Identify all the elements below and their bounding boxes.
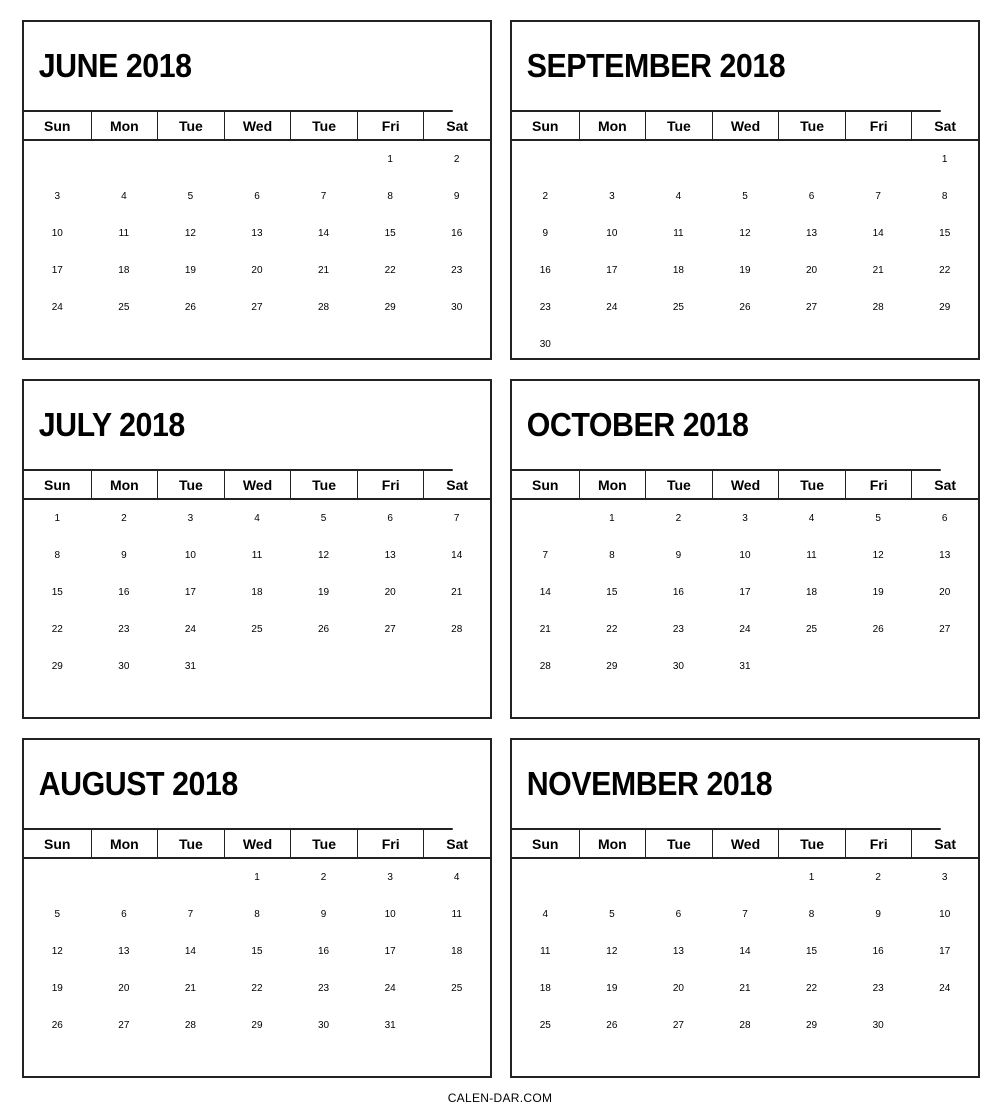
weekday-label: Tue xyxy=(645,471,712,498)
day-cell: 7 xyxy=(453,513,460,524)
weekday-label: Fri xyxy=(357,471,424,498)
day-cell: 4 xyxy=(808,513,815,524)
day-cell: 11 xyxy=(118,228,130,239)
day-cell: 6 xyxy=(387,513,393,524)
day-cell: 22 xyxy=(939,265,951,276)
day-cell: 10 xyxy=(739,550,751,561)
day-cell: 24 xyxy=(384,983,396,994)
day-cell: 11 xyxy=(251,550,263,561)
weekday-label: Sun xyxy=(532,835,559,852)
day-cell: 23 xyxy=(451,265,463,276)
weekday-label: Tue xyxy=(157,830,224,857)
day-cell: 11 xyxy=(540,946,551,957)
day-cell: 5 xyxy=(742,191,748,202)
day-cell: 9 xyxy=(542,228,549,239)
day-cell: 18 xyxy=(672,265,684,276)
day-cell: 29 xyxy=(51,661,63,672)
weekday-label: Wed xyxy=(224,471,291,498)
weekday-label: Mon xyxy=(91,471,158,498)
day-cell: 26 xyxy=(184,302,196,313)
calendar-november-2018 xyxy=(510,738,980,1078)
day-cell: 11 xyxy=(806,550,817,561)
empty-day-cell xyxy=(579,154,646,191)
day-cell: 20 xyxy=(251,265,263,276)
weekday-label: Mon xyxy=(91,112,158,139)
day-cell: 28 xyxy=(318,302,330,313)
day-cell: 20 xyxy=(672,983,684,994)
day-cell: 22 xyxy=(806,983,818,994)
empty-day-cell xyxy=(91,154,158,191)
weekday-header xyxy=(512,112,978,141)
day-cell: 24 xyxy=(51,302,63,313)
day-cell: 25 xyxy=(806,624,818,635)
day-cell: 25 xyxy=(451,983,463,994)
weekday-label: Fri xyxy=(357,830,424,857)
weekday-label: Tue xyxy=(157,112,224,139)
empty-day-cell xyxy=(645,154,712,191)
empty-day-cell xyxy=(224,154,291,191)
day-cell: 26 xyxy=(606,1020,618,1031)
day-cell: 15 xyxy=(806,946,818,957)
day-cell: 8 xyxy=(609,550,615,561)
day-cell: 12 xyxy=(739,228,751,239)
day-cell: 22 xyxy=(384,265,396,276)
day-cell: 20 xyxy=(939,587,951,598)
day-cell: 15 xyxy=(51,587,63,598)
empty-day-cell xyxy=(512,872,579,909)
day-cell: 13 xyxy=(118,946,130,957)
day-cell: 10 xyxy=(606,228,618,239)
empty-day-cell xyxy=(157,154,224,191)
day-cell: 9 xyxy=(675,550,682,561)
weekday-label: Fri xyxy=(845,471,912,498)
month-title: NOVEMBER 2018 xyxy=(512,740,941,830)
day-cell: 17 xyxy=(384,946,396,957)
day-cell: 31 xyxy=(384,1020,396,1031)
day-cell: 18 xyxy=(451,946,463,957)
day-cell: 6 xyxy=(808,191,815,202)
day-cell: 1 xyxy=(808,872,815,883)
day-cell: 21 xyxy=(739,983,751,994)
day-cell: 5 xyxy=(320,513,327,524)
day-cell: 7 xyxy=(542,550,549,561)
day-cell: 20 xyxy=(118,983,130,994)
calendar-june-2018 xyxy=(22,20,492,360)
weekday-label: Sun xyxy=(44,835,71,852)
day-cell: 16 xyxy=(318,946,330,957)
day-cell: 17 xyxy=(606,265,618,276)
day-cell: 15 xyxy=(939,228,951,239)
day-cell: 27 xyxy=(384,624,396,635)
weekday-label: Wed xyxy=(712,830,779,857)
day-cell: 28 xyxy=(539,661,551,672)
day-cell: 10 xyxy=(939,909,951,920)
day-cell: 15 xyxy=(606,587,618,598)
day-cell: 9 xyxy=(121,550,127,561)
weekday-header xyxy=(24,112,490,141)
day-cell: 14 xyxy=(739,946,751,957)
day-cell: 23 xyxy=(539,302,551,313)
day-cell: 27 xyxy=(939,624,951,635)
day-cell: 5 xyxy=(54,909,61,920)
day-cell: 20 xyxy=(384,587,396,598)
day-cell: 16 xyxy=(118,587,130,598)
weekday-label: Mon xyxy=(91,830,158,857)
day-cell: 27 xyxy=(118,1020,130,1031)
day-cell: 13 xyxy=(806,228,818,239)
day-cell: 27 xyxy=(672,1020,684,1031)
month-title: OCTOBER 2018 xyxy=(512,381,941,471)
weekday-label: Sat xyxy=(911,112,978,139)
weekday-label: Wed xyxy=(224,112,291,139)
day-cell: 4 xyxy=(453,872,460,883)
weekday-label: Sat xyxy=(423,830,490,857)
day-cell: 23 xyxy=(318,983,330,994)
day-cell: 24 xyxy=(939,983,951,994)
day-cell: 8 xyxy=(387,191,393,202)
day-cell: 30 xyxy=(872,1020,884,1031)
weekday-label: Sat xyxy=(423,471,490,498)
weekday-label: Tue xyxy=(157,471,224,498)
empty-day-cell xyxy=(24,872,91,909)
day-cell: 1 xyxy=(54,513,61,524)
day-cell: 7 xyxy=(875,191,881,202)
weekday-label: Wed xyxy=(224,830,291,857)
weekday-label: Fri xyxy=(845,112,912,139)
day-cell: 3 xyxy=(187,513,194,524)
day-cell: 4 xyxy=(254,513,260,524)
day-cell: 13 xyxy=(939,550,951,561)
day-cell: 14 xyxy=(539,587,551,598)
calendar-august-2018 xyxy=(22,738,492,1078)
day-cell: 14 xyxy=(184,946,196,957)
weekday-label: Sat xyxy=(911,830,978,857)
weekday-label: Tue xyxy=(290,112,357,139)
day-cell: 5 xyxy=(187,191,194,202)
day-cell: 9 xyxy=(453,191,460,202)
weekday-header xyxy=(512,830,978,859)
day-cell: 2 xyxy=(875,872,881,883)
weekday-label: Sat xyxy=(423,112,490,139)
day-cell: 3 xyxy=(609,191,615,202)
weekday-label: Fri xyxy=(845,830,912,857)
empty-day-cell xyxy=(24,154,91,191)
day-cell: 19 xyxy=(51,983,63,994)
day-cell: 16 xyxy=(872,946,884,957)
calendar-july-2018 xyxy=(22,379,492,719)
day-cell: 6 xyxy=(941,513,948,524)
day-cell: 2 xyxy=(542,191,549,202)
weekday-label: Sun xyxy=(44,117,71,134)
weekday-label: Tue xyxy=(778,830,845,857)
day-cell: 19 xyxy=(318,587,330,598)
empty-day-cell xyxy=(845,154,912,191)
empty-day-cell xyxy=(712,154,779,191)
day-cell: 9 xyxy=(875,909,881,920)
day-cell: 13 xyxy=(384,550,396,561)
day-cell: 22 xyxy=(251,983,263,994)
day-cell: 29 xyxy=(806,1020,818,1031)
days-grid xyxy=(512,859,978,1057)
month-title: SEPTEMBER 2018 xyxy=(512,22,941,112)
day-cell: 26 xyxy=(318,624,330,635)
day-cell: 20 xyxy=(806,265,818,276)
day-cell: 19 xyxy=(739,265,751,276)
weekday-label: Sun xyxy=(532,117,559,134)
day-cell: 28 xyxy=(739,1020,751,1031)
day-cell: 4 xyxy=(675,191,682,202)
day-cell: 11 xyxy=(451,909,462,920)
weekday-label: Sat xyxy=(911,471,978,498)
empty-day-cell xyxy=(579,872,646,909)
day-cell: 17 xyxy=(184,587,196,598)
day-cell: 29 xyxy=(251,1020,263,1031)
day-cell: 29 xyxy=(384,302,396,313)
day-cell: 21 xyxy=(318,265,330,276)
day-cell: 6 xyxy=(675,909,682,920)
day-cell: 3 xyxy=(54,191,61,202)
days-grid xyxy=(24,859,490,1057)
empty-day-cell xyxy=(512,513,579,550)
day-cell: 30 xyxy=(318,1020,330,1031)
weekday-label: Tue xyxy=(778,471,845,498)
day-cell: 23 xyxy=(872,983,884,994)
day-cell: 12 xyxy=(184,228,196,239)
day-cell: 1 xyxy=(387,154,393,165)
site-footer-label: CALEN-DAR.COM xyxy=(447,1091,553,1105)
day-cell: 17 xyxy=(739,587,751,598)
day-cell: 5 xyxy=(609,909,615,920)
day-cell: 5 xyxy=(875,513,881,524)
day-cell: 4 xyxy=(121,191,127,202)
day-cell: 30 xyxy=(672,661,684,672)
day-cell: 27 xyxy=(251,302,263,313)
day-cell: 14 xyxy=(451,550,463,561)
day-cell: 10 xyxy=(51,228,63,239)
calendar-october-2018 xyxy=(510,379,980,719)
day-cell: 27 xyxy=(806,302,818,313)
weekday-header xyxy=(24,830,490,859)
day-cell: 9 xyxy=(320,909,327,920)
day-cell: 14 xyxy=(872,228,884,239)
day-cell: 28 xyxy=(872,302,884,313)
day-cell: 26 xyxy=(51,1020,63,1031)
day-cell: 2 xyxy=(675,513,682,524)
days-grid xyxy=(24,500,490,698)
weekday-label: Tue xyxy=(645,830,712,857)
day-cell: 18 xyxy=(539,983,551,994)
day-cell: 30 xyxy=(539,339,551,350)
weekday-label: Wed xyxy=(712,471,779,498)
day-cell: 21 xyxy=(184,983,196,994)
weekday-label: Mon xyxy=(579,112,646,139)
day-cell: 19 xyxy=(184,265,196,276)
empty-day-cell xyxy=(512,154,579,191)
day-cell: 22 xyxy=(606,624,618,635)
day-cell: 24 xyxy=(184,624,196,635)
day-cell: 17 xyxy=(51,265,63,276)
day-cell: 24 xyxy=(606,302,618,313)
day-cell: 7 xyxy=(742,909,748,920)
day-cell: 15 xyxy=(251,946,263,957)
day-cell: 8 xyxy=(808,909,815,920)
day-cell: 16 xyxy=(539,265,551,276)
day-cell: 30 xyxy=(118,661,130,672)
day-cell: 22 xyxy=(51,624,63,635)
day-cell: 18 xyxy=(251,587,263,598)
day-cell: 25 xyxy=(539,1020,551,1031)
day-cell: 10 xyxy=(184,550,196,561)
weekday-label: Sun xyxy=(44,476,71,493)
day-cell: 18 xyxy=(806,587,818,598)
empty-day-cell xyxy=(91,872,158,909)
day-cell: 12 xyxy=(51,946,63,957)
weekday-header xyxy=(24,471,490,500)
day-cell: 21 xyxy=(872,265,884,276)
day-cell: 25 xyxy=(118,302,130,313)
weekday-label: Tue xyxy=(290,830,357,857)
day-cell: 11 xyxy=(673,228,684,239)
empty-day-cell xyxy=(645,872,712,909)
day-cell: 3 xyxy=(387,872,393,883)
day-cell: 26 xyxy=(872,624,884,635)
day-cell: 6 xyxy=(254,191,260,202)
month-title: AUGUST 2018 xyxy=(24,740,453,830)
day-cell: 7 xyxy=(320,191,327,202)
day-cell: 23 xyxy=(118,624,130,635)
day-cell: 8 xyxy=(941,191,948,202)
day-cell: 17 xyxy=(939,946,951,957)
day-cell: 3 xyxy=(742,513,748,524)
day-cell: 12 xyxy=(318,550,330,561)
day-cell: 15 xyxy=(384,228,396,239)
weekday-label: Tue xyxy=(778,112,845,139)
day-cell: 21 xyxy=(451,587,463,598)
month-title: JUNE 2018 xyxy=(24,22,453,112)
weekday-label: Tue xyxy=(290,471,357,498)
day-cell: 26 xyxy=(739,302,751,313)
day-cell: 3 xyxy=(941,872,948,883)
day-cell: 25 xyxy=(672,302,684,313)
day-cell: 24 xyxy=(739,624,751,635)
day-cell: 2 xyxy=(121,513,127,524)
day-cell: 25 xyxy=(251,624,263,635)
days-grid xyxy=(512,141,978,376)
day-cell: 14 xyxy=(318,228,330,239)
days-grid xyxy=(24,141,490,339)
day-cell: 6 xyxy=(121,909,127,920)
empty-day-cell xyxy=(157,872,224,909)
day-cell: 10 xyxy=(384,909,396,920)
day-cell: 13 xyxy=(251,228,263,239)
weekday-label: Mon xyxy=(579,471,646,498)
day-cell: 31 xyxy=(739,661,751,672)
weekday-label: Mon xyxy=(579,830,646,857)
day-cell: 29 xyxy=(939,302,951,313)
day-cell: 2 xyxy=(320,872,327,883)
day-cell: 31 xyxy=(184,661,196,672)
day-cell: 29 xyxy=(606,661,618,672)
day-cell: 12 xyxy=(872,550,884,561)
day-cell: 19 xyxy=(872,587,884,598)
weekday-label: Tue xyxy=(645,112,712,139)
empty-day-cell xyxy=(290,154,357,191)
day-cell: 8 xyxy=(254,909,260,920)
day-cell: 1 xyxy=(254,872,260,883)
month-title: JULY 2018 xyxy=(24,381,453,471)
day-cell: 2 xyxy=(453,154,460,165)
day-cell: 4 xyxy=(542,909,549,920)
weekday-label: Sun xyxy=(532,476,559,493)
day-cell: 7 xyxy=(187,909,194,920)
day-cell: 23 xyxy=(672,624,684,635)
day-cell: 16 xyxy=(672,587,684,598)
empty-day-cell xyxy=(778,154,845,191)
day-cell: 13 xyxy=(672,946,684,957)
day-cell: 28 xyxy=(184,1020,196,1031)
calendar-september-2018 xyxy=(510,20,980,360)
day-cell: 1 xyxy=(609,513,615,524)
weekday-header xyxy=(512,471,978,500)
day-cell: 30 xyxy=(451,302,463,313)
day-cell: 21 xyxy=(539,624,551,635)
day-cell: 8 xyxy=(54,550,61,561)
day-cell: 16 xyxy=(451,228,463,239)
day-cell: 18 xyxy=(118,265,130,276)
day-cell: 1 xyxy=(941,154,948,165)
day-cell: 19 xyxy=(606,983,618,994)
weekday-label: Fri xyxy=(357,112,424,139)
day-cell: 12 xyxy=(606,946,618,957)
empty-day-cell xyxy=(712,872,779,909)
weekday-label: Wed xyxy=(712,112,779,139)
day-cell: 28 xyxy=(451,624,463,635)
days-grid xyxy=(512,500,978,698)
